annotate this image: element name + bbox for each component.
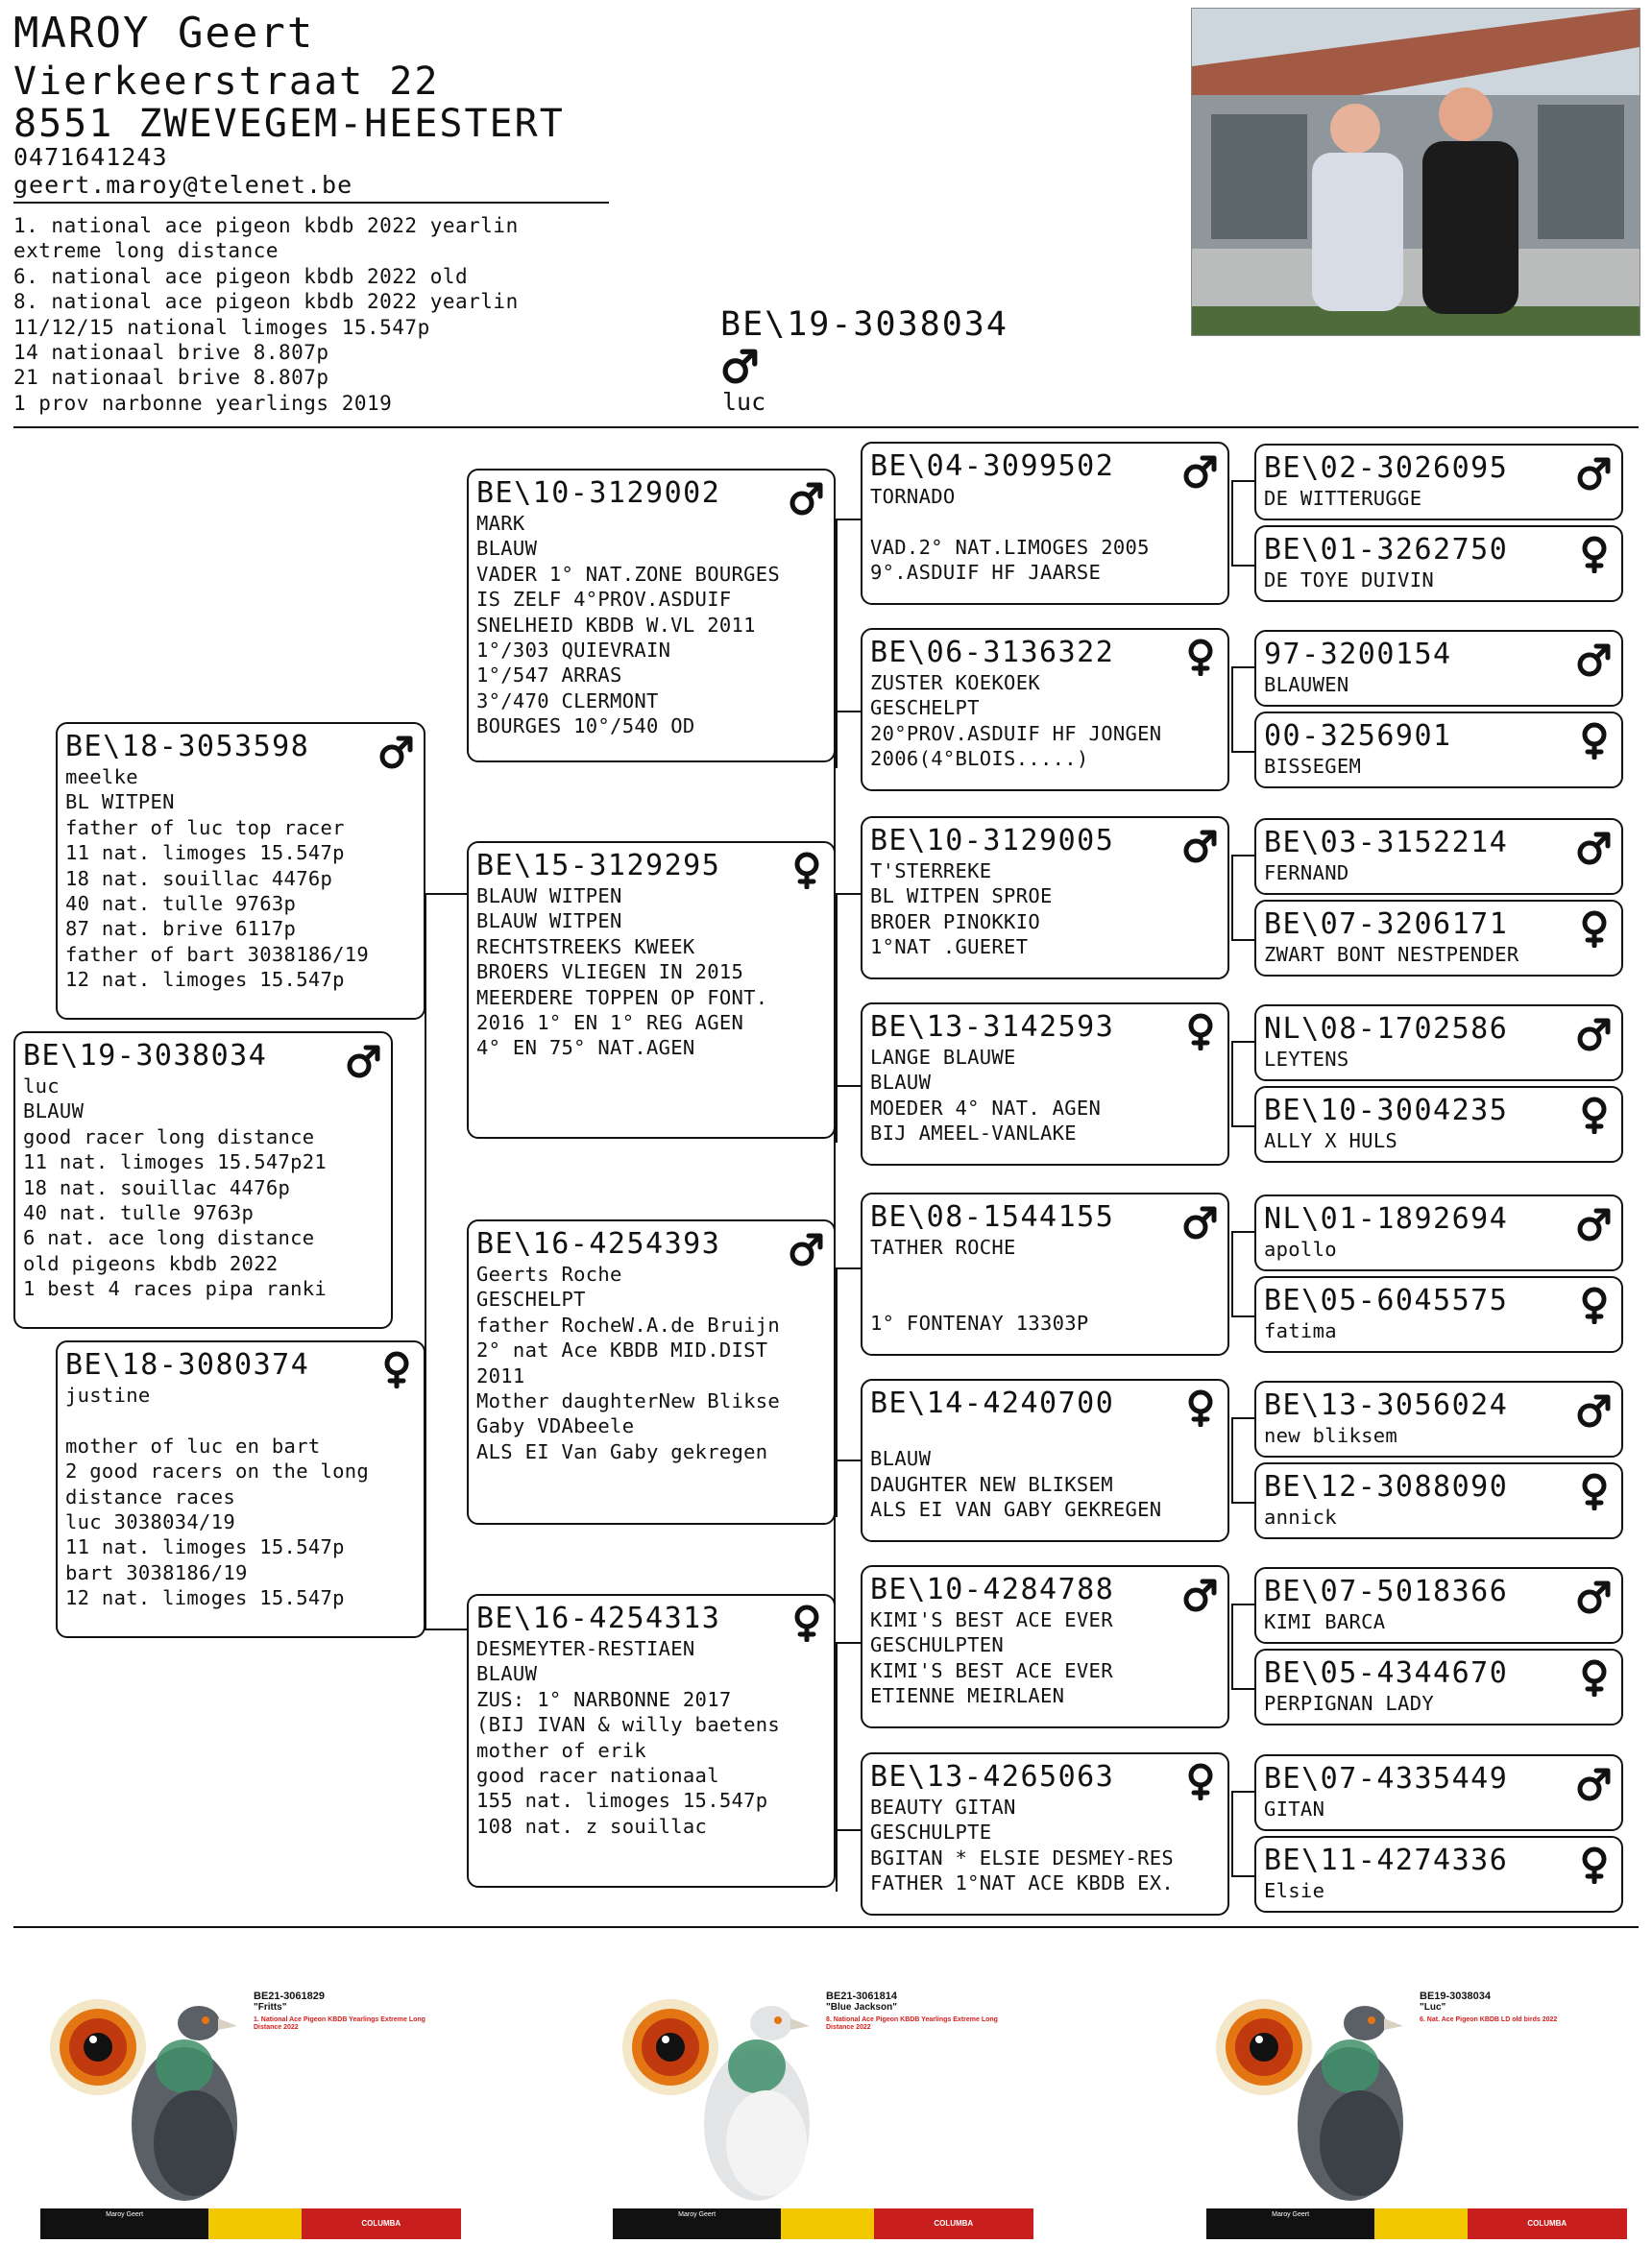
pigeon-detail-line: 2006(4°BLOIS.....) — [870, 747, 1089, 771]
pedigree-connector — [836, 1085, 861, 1087]
pigeon-name: KIMI BARCA — [1264, 1610, 1386, 1633]
gen4-card[interactable] — [1254, 1462, 1623, 1539]
poster-headline: 8. National Ace Pigeon KBDB Yearlings Extreme Long Distance 2022 — [826, 2016, 998, 2031]
owner-street: Vierkeerstraat 22 — [13, 60, 440, 104]
connector-gen1-b — [425, 1629, 467, 1630]
pedigree-connector — [1231, 666, 1254, 668]
pigeon-detail-line: luc 3038034/19 — [65, 1510, 235, 1534]
pigeon-detail-line: ALS EI VAN GABY GEKREGEN — [870, 1498, 1162, 1522]
pigeon-detail-line: T'STERREKE — [870, 859, 992, 882]
pedigree-connector — [1231, 565, 1254, 567]
pigeon-detail-line: BL WITPEN SPROE — [870, 884, 1053, 908]
gen4-card[interactable] — [1254, 1836, 1623, 1913]
ring-number: BE\01-3262750 — [1264, 533, 1509, 567]
pigeon-detail-line: 11 nat. limoges 15.547p21 — [23, 1150, 328, 1174]
pigeon-detail-line: old pigeons kbdb 2022 — [23, 1251, 279, 1275]
ring-number: BE\05-4344670 — [1264, 1656, 1509, 1690]
bottom-divider — [13, 1926, 1639, 1928]
ring-number: BE\10-3129005 — [870, 824, 1115, 857]
female-symbol-icon — [1577, 909, 1612, 948]
pedigree-connector — [836, 1829, 861, 1831]
male-symbol-icon — [1183, 826, 1218, 864]
pigeon-detail-line: 1°/303 QUIEVRAIN — [476, 639, 671, 663]
pedigree-connector — [836, 1267, 838, 1517]
ring-number: BE\16-4254313 — [476, 1602, 721, 1635]
gen3-card[interactable] — [861, 816, 1229, 979]
pedigree-connector — [836, 893, 838, 1143]
pigeon-detail-line: 18 nat. souillac 4476p — [23, 1175, 291, 1199]
gen4-card[interactable] — [1254, 1567, 1623, 1644]
pigeon-eye-illustration — [613, 1980, 824, 2210]
ring-number: BE\13-3142593 — [870, 1010, 1115, 1044]
male-symbol-icon — [1577, 639, 1612, 678]
pigeon-detail-line: (BIJ IVAN & willy baetens — [476, 1713, 781, 1737]
ring-number: NL\08-1702586 — [1264, 1012, 1509, 1046]
pigeon-name: BLAUWEN — [1264, 673, 1349, 696]
gen2-card[interactable] — [467, 1594, 836, 1888]
ring-number: BE\07-5018366 — [1264, 1575, 1509, 1608]
pedigree-connector — [1231, 1688, 1254, 1690]
pigeon-detail-line: father of luc top racer — [65, 815, 345, 839]
pigeon-detail-line: BGITAN * ELSIE DESMEY-RES — [870, 1846, 1175, 1870]
pigeon-detail-line: father RocheW.A.de Bruijn — [476, 1313, 781, 1337]
pedigree-connector — [1231, 1791, 1254, 1793]
pigeon-detail-line: ETIENNE MEIRLAEN — [870, 1684, 1065, 1708]
pigeon-poster — [40, 1980, 461, 2239]
gen4-card[interactable] — [1254, 900, 1623, 977]
pigeon-detail-line: meelke — [65, 765, 138, 788]
pigeon-detail-line — [870, 509, 1220, 534]
pigeon-detail-line: MARK — [476, 512, 525, 535]
pigeon-detail-line: Gaby VDAbeele — [476, 1414, 635, 1438]
pedigree-connector — [836, 519, 838, 768]
ring-number: BE\14-4240700 — [870, 1387, 1115, 1420]
pedigree-connector — [836, 711, 861, 712]
owner-name: MAROY Geert — [13, 9, 315, 58]
pigeon-detail-line: 155 nat. limoges 15.547p — [476, 1789, 768, 1813]
male-symbol-icon — [1577, 1390, 1612, 1429]
gen2-card[interactable] — [467, 1219, 836, 1525]
sire-card[interactable] — [56, 722, 425, 1020]
pigeon-detail-line: TATHER ROCHE — [870, 1236, 1016, 1259]
pedigree-connector — [1231, 855, 1254, 857]
female-symbol-icon — [1577, 1286, 1612, 1324]
pedigree-connector — [1231, 939, 1254, 941]
pigeon-name: PERPIGNAN LADY — [1264, 1692, 1434, 1715]
pigeon-detail-line: VADER 1° NAT.ZONE BOURGES — [476, 562, 781, 586]
ring-number: BE\19-3038034 — [23, 1039, 268, 1073]
ring-number: BE\13-4265063 — [870, 1760, 1115, 1794]
pigeon-name: FERNAND — [1264, 861, 1349, 884]
pigeon-detail-line — [870, 1421, 1220, 1446]
pigeon-detail-line: 40 nat. tulle 9763p — [65, 892, 297, 916]
female-symbol-icon — [1577, 721, 1612, 760]
ring-number: BE\03-3152214 — [1264, 826, 1509, 859]
owner-email: geert.maroy@telenet.be — [13, 171, 353, 199]
achievement-item: 6. national ace pigeon kbdb 2022 old — [13, 264, 469, 288]
pigeon-detail-line: 1°NAT .GUERET — [870, 935, 1029, 959]
male-symbol-icon — [1577, 1204, 1612, 1243]
pigeon-eye-illustration — [1206, 1980, 1418, 2210]
poster-brand: COLUMBA — [302, 2208, 461, 2239]
pedigree-connector — [836, 1642, 838, 1892]
achievement-item: 1 prov narbonne yearlings 2019 — [13, 391, 393, 415]
pigeon-detail-line: 4° EN 75° NAT.AGEN — [476, 1036, 695, 1060]
female-symbol-icon — [790, 851, 824, 889]
ring-number: BE\13-3056024 — [1264, 1388, 1509, 1422]
gen4-card[interactable] — [1254, 525, 1623, 602]
male-symbol-icon — [347, 1041, 381, 1079]
ring-number: BE\16-4254393 — [476, 1227, 721, 1261]
pigeon-detail-line: good racer nationaal — [476, 1764, 719, 1788]
gen3-card[interactable] — [861, 1752, 1229, 1916]
achievement-item: 11/12/15 national limoges 15.547p — [13, 315, 430, 339]
main-pigeon-name: luc — [722, 388, 766, 416]
pedigree-connector — [1231, 480, 1233, 567]
pigeon-detail-line — [65, 1408, 416, 1433]
pedigree-connector — [1231, 666, 1233, 753]
pigeon-detail-line: mother of erik — [476, 1738, 646, 1762]
ring-number: BE\06-3136322 — [870, 636, 1115, 669]
pigeon-name: DE TOYE DUIVIN — [1264, 568, 1434, 591]
pedigree-connector — [1231, 1041, 1233, 1127]
pigeon-name: fatima — [1264, 1319, 1337, 1342]
owner-city: 8551 ZWEVEGEM-HEESTERT — [13, 102, 565, 146]
poster-headline: 6. Nat. Ace Pigeon KBDB LD old birds 2022 — [1420, 2016, 1558, 2023]
pigeon-detail-line: 12 nat. limoges 15.547p — [65, 968, 345, 992]
male-symbol-icon — [1577, 1577, 1612, 1615]
gen2-card[interactable] — [467, 841, 836, 1139]
ring-number: BE\11-4274336 — [1264, 1844, 1509, 1877]
gen4-card[interactable] — [1254, 1194, 1623, 1271]
male-symbol-icon — [1577, 1764, 1612, 1802]
ring-number: 00-3256901 — [1264, 719, 1452, 753]
male-symbol-icon — [1183, 451, 1218, 490]
gen4-card[interactable] — [1254, 1381, 1623, 1458]
male-symbol-icon — [790, 478, 824, 517]
female-symbol-icon — [1183, 1388, 1218, 1427]
ring-number: BE\18-3053598 — [65, 730, 310, 763]
poster-owner: Maroy Geert — [1206, 2208, 1374, 2239]
pigeon-detail-line: RECHTSTREEKS KWEEK — [476, 934, 695, 958]
pigeon-detail-line: ZUS: 1° NARBONNE 2017 — [476, 1687, 732, 1711]
pigeon-detail-line: KIMI'S BEST ACE EVER — [870, 1608, 1113, 1631]
ring-number: BE\02-3026095 — [1264, 451, 1509, 485]
pigeon-poster — [1206, 1980, 1627, 2239]
female-symbol-icon — [1183, 638, 1218, 676]
poster-ring: BE19-3038034 — [1420, 1991, 1492, 2002]
gen4-card[interactable] — [1254, 1276, 1623, 1353]
ring-number: BE\04-3099502 — [870, 449, 1115, 483]
pigeon-detail-line: 18 nat. souillac 4476p — [65, 866, 333, 890]
pedigree-connector — [836, 519, 861, 520]
pigeon-detail-line: 9°.ASDUIF HF JAARSE — [870, 561, 1102, 585]
male-symbol-icon — [1577, 1014, 1612, 1052]
pigeon-detail-line: 2 good racers on the long — [65, 1460, 370, 1484]
female-symbol-icon — [1577, 1846, 1612, 1884]
gen4-card[interactable] — [1254, 1649, 1623, 1725]
gen2-card[interactable] — [467, 469, 836, 762]
pigeon-detail-line: 87 nat. brive 6117p — [65, 917, 297, 941]
pigeon-detail-line: BLAUW — [870, 1447, 932, 1471]
pedigree-connector — [1231, 1417, 1254, 1419]
ring-number: BE\08-1544155 — [870, 1200, 1115, 1234]
poster-pigeon-name: "Blue Jackson" — [826, 2002, 897, 2013]
poster-owner: Maroy Geert — [613, 2208, 781, 2239]
pigeon-detail-line: ZUSTER KOEKOEK — [870, 671, 1040, 694]
pigeon-detail-line: DESMEYTER-RESTIAEN — [476, 1637, 695, 1660]
poster-ring: BE21-3061829 — [254, 1991, 326, 2002]
male-symbol-icon — [722, 344, 759, 386]
header-underline — [13, 202, 609, 204]
pigeon-detail-line: father of bart 3038186/19 — [65, 942, 370, 966]
pigeon-detail-line: VAD.2° NAT.LIMOGES 2005 — [870, 535, 1150, 559]
female-symbol-icon — [790, 1604, 824, 1642]
pedigree-connector — [1231, 1791, 1233, 1877]
pedigree-connector — [1231, 1231, 1233, 1317]
pigeon-name: ZWART BONT NESTPENDER — [1264, 943, 1519, 966]
pigeon-detail-line: 40 nat. tulle 9763p — [23, 1201, 255, 1225]
male-symbol-icon — [1577, 828, 1612, 866]
gen4-card[interactable] — [1254, 712, 1623, 788]
gen4-card[interactable] — [1254, 630, 1623, 707]
pigeon-detail-line: 20°PROV.ASDUIF HF JONGEN — [870, 721, 1162, 745]
pigeon-detail-line: 12 nat. limoges 15.547p — [65, 1586, 345, 1610]
female-symbol-icon — [1577, 535, 1612, 573]
male-symbol-icon — [379, 732, 414, 770]
poster-pigeon-name: "Luc" — [1420, 2002, 1446, 2013]
owner-photo — [1191, 8, 1640, 336]
pigeon-detail-line: BEAUTY GITAN — [870, 1796, 1016, 1819]
pigeon-detail-line: TORNADO — [870, 485, 956, 508]
achievement-item: extreme long distance — [13, 239, 279, 263]
connector-gen1-a — [425, 893, 467, 895]
pigeon-detail-line — [870, 1260, 1220, 1285]
pedigree-connector — [1231, 1041, 1254, 1043]
ring-number: BE\10-3129002 — [476, 476, 721, 510]
poster-headline: 1. National Ace Pigeon KBDB Yearlings Extreme Long Distance 2022 — [254, 2016, 425, 2031]
poster-brand: COLUMBA — [874, 2208, 1033, 2239]
achievement-item: 21 nationaal brive 8.807p — [13, 366, 329, 390]
gen3-card[interactable] — [861, 1002, 1229, 1166]
pedigree-connector — [1231, 1231, 1254, 1233]
pedigree-connector — [1231, 1315, 1254, 1317]
pigeon-detail-line: BLAUW — [476, 1662, 538, 1686]
pigeon-name: GITAN — [1264, 1798, 1325, 1821]
ring-number: BE\10-3004235 — [1264, 1094, 1509, 1127]
pigeon-detail-line: MOEDER 4° NAT. AGEN — [870, 1096, 1102, 1120]
connector-stub — [425, 1066, 426, 1067]
pedigree-connector — [1231, 855, 1233, 941]
pedigree-connector — [1231, 751, 1254, 753]
pedigree-connector — [1231, 480, 1254, 482]
ring-number: BE\07-3206171 — [1264, 907, 1509, 941]
pigeon-detail-line: GESCHULPTE — [870, 1821, 992, 1845]
top-divider — [13, 426, 1639, 428]
pigeon-detail-line: 11 nat. limoges 15.547p — [65, 841, 345, 865]
owner-phone: 0471641243 — [13, 143, 168, 171]
gen3-card[interactable] — [861, 628, 1229, 791]
pigeon-detail-line: GESCHULPTEN — [870, 1633, 1005, 1657]
pigeon-detail-line: good racer long distance — [23, 1124, 315, 1148]
ring-number: BE\07-4335449 — [1264, 1762, 1509, 1796]
ring-number: NL\01-1892694 — [1264, 1202, 1509, 1236]
pigeon-detail-line: justine — [65, 1384, 151, 1407]
male-symbol-icon — [790, 1229, 824, 1267]
pigeon-detail-line: Mother daughterNew Blikse — [476, 1389, 781, 1413]
gen3-card[interactable] — [861, 1379, 1229, 1542]
pigeon-name: new bliksem — [1264, 1424, 1398, 1447]
pigeon-detail-line: BLAUW — [476, 537, 538, 561]
pedigree-connector — [836, 1267, 861, 1269]
ring-number: BE\12-3088090 — [1264, 1470, 1509, 1504]
pigeon-name: annick — [1264, 1506, 1337, 1529]
gen4-card[interactable] — [1254, 1004, 1623, 1081]
pigeon-detail-line: BLAUW WITPEN — [476, 909, 622, 933]
achievement-list — [13, 213, 609, 416]
pedigree-connector — [1231, 1604, 1233, 1690]
gen3-card[interactable] — [861, 442, 1229, 605]
female-symbol-icon — [379, 1350, 414, 1388]
gen4-card[interactable] — [1254, 444, 1623, 520]
pedigree-connector — [1231, 1604, 1254, 1605]
pigeon-detail-line: bart 3038186/19 — [65, 1560, 248, 1584]
pigeon-detail-line: distance races — [65, 1484, 235, 1508]
poster-ring: BE21-3061814 — [826, 1991, 898, 2002]
pigeon-detail-line: 2° nat Ace KBDB MID.DIST — [476, 1339, 768, 1363]
female-symbol-icon — [1577, 1658, 1612, 1697]
pigeon-detail-line: FATHER 1°NAT ACE KBDB EX. — [870, 1871, 1175, 1895]
ring-number: BE\15-3129295 — [476, 849, 721, 882]
pigeon-detail-line: 1°/547 ARRAS — [476, 664, 622, 688]
pigeon-detail-line: KIMI'S BEST ACE EVER — [870, 1658, 1113, 1682]
pigeon-detail-line: IS ZELF 4°PROV.ASDUIF — [476, 588, 732, 612]
pigeon-detail-line: 1° FONTENAY 13303P — [870, 1312, 1089, 1336]
pigeon-detail-line: SNELHEID KBDB W.VL 2011 — [476, 613, 756, 637]
pigeon-detail-line: BOURGES 10°/540 OD — [476, 714, 695, 738]
pigeon-name: ALLY X HULS — [1264, 1129, 1398, 1152]
gen4-card[interactable] — [1254, 1086, 1623, 1163]
pigeon-detail-line: LANGE BLAUWE — [870, 1046, 1016, 1069]
pedigree-connector — [1231, 1502, 1254, 1504]
ring-number: 97-3200154 — [1264, 638, 1452, 671]
pigeon-detail-line: BROER PINOKKIO — [870, 909, 1040, 933]
ring-number: BE\05-6045575 — [1264, 1284, 1509, 1317]
achievement-item: 8. national ace pigeon kbdb 2022 yearlin — [13, 290, 519, 314]
pigeon-name: DE WITTERUGGE — [1264, 487, 1422, 510]
achievement-item: 1. national ace pigeon kbdb 2022 yearlin — [13, 214, 519, 237]
poster-pigeon-name: "Fritts" — [254, 2002, 287, 2013]
pigeon-name: apollo — [1264, 1238, 1337, 1261]
pigeon-poster — [613, 1980, 1033, 2239]
pedigree-connector — [836, 893, 861, 895]
pigeon-detail-line: 3°/470 CLERMONT — [476, 688, 659, 712]
pigeon-name: LEYTENS — [1264, 1048, 1349, 1071]
pigeon-detail-line: mother of luc en bart — [65, 1434, 321, 1458]
pedigree-connector — [1231, 1875, 1254, 1877]
female-symbol-icon — [1183, 1012, 1218, 1050]
pedigree-connector — [836, 1642, 861, 1644]
pigeon-detail-line: 2016 1° EN 1° REG AGEN — [476, 1011, 744, 1035]
male-symbol-icon — [1183, 1202, 1218, 1241]
male-symbol-icon — [1183, 1575, 1218, 1613]
pigeon-detail-line: luc — [23, 1074, 60, 1098]
gen4-card[interactable] — [1254, 818, 1623, 895]
gen4-card[interactable] — [1254, 1754, 1623, 1831]
pedigree-connector — [1231, 1125, 1254, 1127]
pigeon-detail-line: BL WITPEN — [65, 790, 175, 814]
dam-card[interactable] — [56, 1340, 425, 1638]
main-pigeon-ring: BE\19-3038034 — [720, 305, 1008, 344]
gen3-card[interactable] — [861, 1565, 1229, 1728]
pigeon-eye-illustration — [40, 1980, 252, 2210]
pigeon-detail-line: MEERDERE TOPPEN OP FONT. — [476, 985, 768, 1009]
pigeon-detail-line: GESCHELPT — [476, 1288, 586, 1312]
male-symbol-icon — [1577, 453, 1612, 492]
pedigree-connector — [1231, 1417, 1233, 1504]
pigeon-name: BISSEGEM — [1264, 755, 1362, 778]
ring-number: BE\10-4284788 — [870, 1573, 1115, 1606]
pigeon-detail-line: BLAUW — [23, 1099, 85, 1123]
pigeon-detail-line: BLAUW — [870, 1071, 932, 1095]
pigeon-detail-line: Geerts Roche — [476, 1263, 622, 1286]
female-symbol-icon — [1183, 1762, 1218, 1800]
pigeon-detail-line: 6 nat. ace long distance — [23, 1226, 315, 1250]
ring-number: BE\18-3080374 — [65, 1348, 310, 1382]
pigeon-detail-line: BLAUW WITPEN — [476, 884, 622, 907]
pedigree-connector — [836, 1460, 861, 1461]
pigeon-detail-line: 1 best 4 races pipa ranki — [23, 1277, 328, 1301]
achievement-item: 14 nationaal brive 8.807p — [13, 341, 329, 365]
female-symbol-icon — [1577, 1472, 1612, 1510]
pigeon-detail-line — [870, 1286, 1220, 1311]
pigeon-name: Elsie — [1264, 1879, 1325, 1902]
pigeon-detail-line: 11 nat. limoges 15.547p — [65, 1535, 345, 1559]
pigeon-detail-line: GESCHELPT — [870, 696, 980, 720]
subject-card[interactable] — [13, 1031, 393, 1329]
female-symbol-icon — [1577, 1096, 1612, 1134]
pigeon-detail-line: ALS EI Van Gaby gekregen — [476, 1439, 768, 1463]
pigeon-detail-line: BIJ AMEEL-VANLAKE — [870, 1122, 1077, 1146]
gen3-card[interactable] — [861, 1193, 1229, 1356]
poster-brand: COLUMBA — [1468, 2208, 1627, 2239]
poster-owner: Maroy Geert — [40, 2208, 208, 2239]
pigeon-detail-line: BROERS VLIEGEN IN 2015 — [476, 960, 744, 984]
pigeon-detail-line: DAUGHTER NEW BLIKSEM — [870, 1472, 1113, 1496]
pigeon-detail-line: 2011 — [476, 1363, 525, 1387]
pigeon-detail-line: 108 nat. z souillac — [476, 1814, 708, 1838]
